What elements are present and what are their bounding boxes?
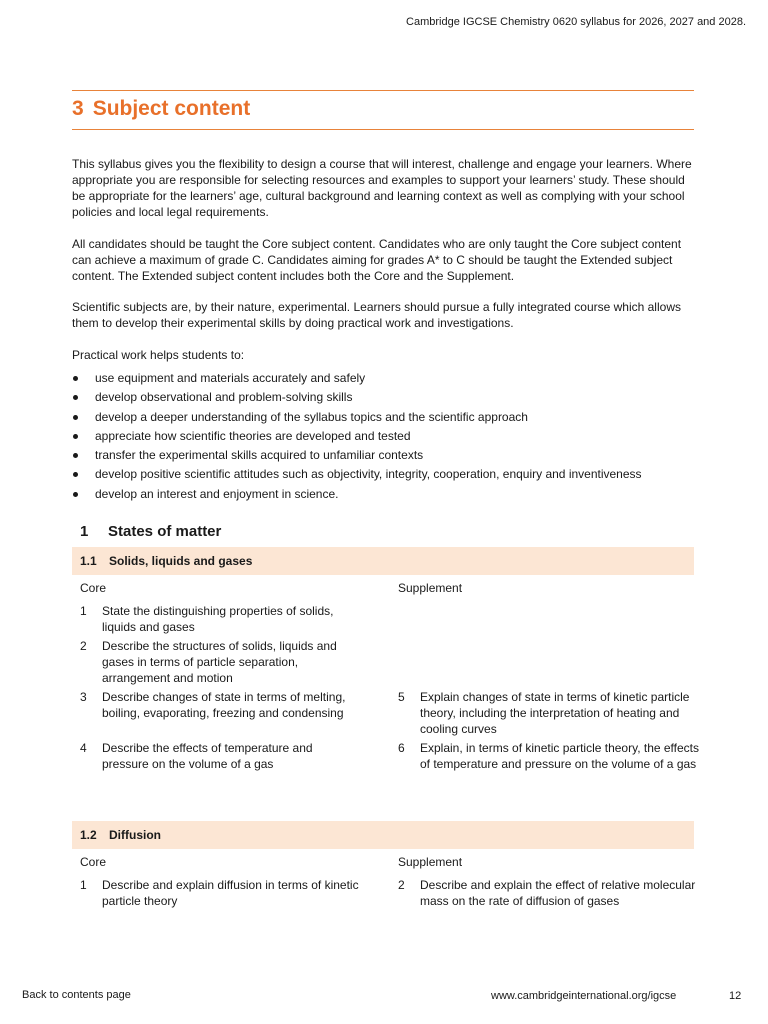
bullet-icon (73, 434, 78, 439)
running-header: Cambridge IGCSE Chemistry 0620 syllabus for 2026, 2027 and 2028. (406, 16, 746, 28)
title-rule-bottom (72, 129, 694, 130)
topic-number: 1 (80, 523, 89, 540)
topic-title: States of matter (108, 523, 222, 540)
bullet-icon (73, 395, 78, 400)
back-to-contents-link[interactable]: Back to contents page (22, 989, 131, 1001)
bullet-icon (73, 415, 78, 420)
subtopic-number: 1.2 (80, 828, 97, 842)
topic-heading (80, 523, 221, 540)
page-number: 12 (729, 990, 742, 1002)
list-item: develop an interest and enjoyment in science. (72, 486, 712, 505)
intro-paragraph-2: All candidates should be taught the Core subject content. Candidates who are only taught the Core subject content can achieve a maximum of grade C. Candidates aiming for grades A* to C should be taught the Extended subject content. The Extended subject content includes both the Core and the Supplement. (72, 237, 682, 283)
bullet-icon (73, 376, 78, 381)
list-item: develop a deeper understanding of the syllabus topics and the scientific approach (72, 409, 712, 428)
list-item: use equipment and materials accurately and safely (72, 370, 712, 389)
bullet-icon (73, 472, 78, 477)
bullet-icon (73, 492, 78, 497)
supplement-column-heading: Supplement (398, 581, 463, 595)
intro-paragraph-4: Practical work helps students to: (72, 348, 245, 362)
core-column-heading: Core (80, 855, 107, 869)
intro-paragraph-1: This syllabus gives you the flexibility to design a course that will interest, challenge and engage your learners. Where appropriate you are responsible for selecting resources and examples to support your learners’ study. These should be appropriate for the learners’ age, cultural background and learning context as well as complying with your school policies and local legal requirements. (72, 157, 692, 219)
subtopic-title: Diffusion (109, 828, 161, 842)
list-item: develop observational and problem-solving skills (72, 389, 712, 408)
bullet-icon (73, 453, 78, 458)
intro-paragraph-3: Scientific subjects are, by their nature, experimental. Learners should pursue a fully integrated course which allows them to develop their experimental skills by doing practical work and investigations. (72, 300, 681, 330)
subtopic-title: Solids, liquids and gases (109, 554, 253, 568)
subtopic-bar-1-2 (72, 821, 694, 849)
list-item: transfer the experimental skills acquired to unfamiliar contexts (72, 447, 712, 466)
website-link[interactable]: www.cambridgeinternational.org/igcse (491, 990, 677, 1002)
list-item: develop positive scientific attitudes such as objectivity, integrity, cooperation, enquiry and inventiveness (72, 466, 712, 485)
list-item: appreciate how scientific theories are developed and tested (72, 428, 712, 447)
practical-work-list (72, 370, 712, 505)
subtopic-bar-1-1 (72, 547, 694, 575)
supplement-column-heading: Supplement (398, 855, 463, 869)
core-column-heading: Core (80, 581, 107, 595)
section-number: 3 (72, 97, 84, 120)
subtopic-number: 1.1 (80, 554, 97, 568)
page-title (72, 97, 259, 121)
section-title-text: Subject content (92, 97, 251, 120)
title-rule-top (72, 90, 694, 91)
